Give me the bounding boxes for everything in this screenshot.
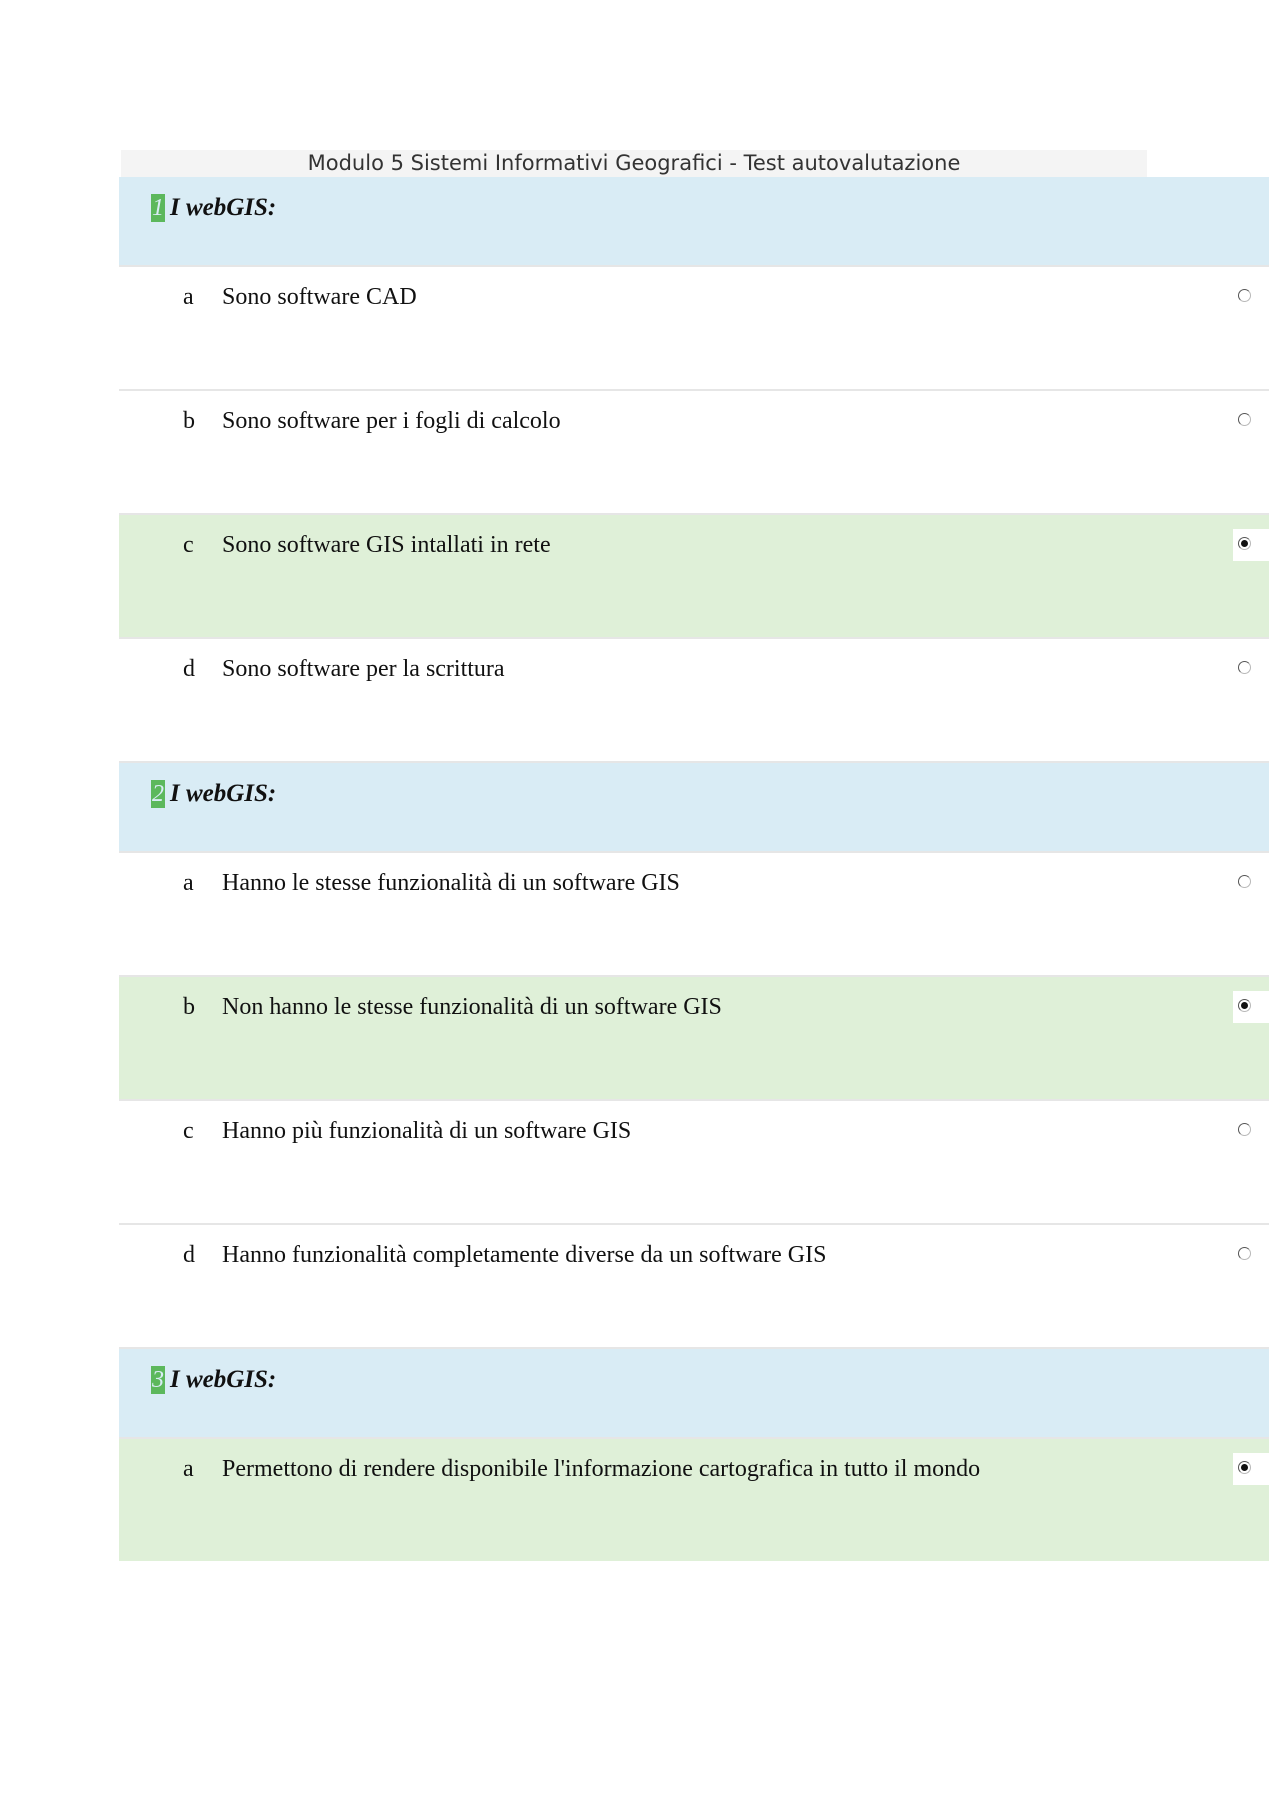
answer-text: Sono software CAD xyxy=(222,284,417,310)
question-number: 2 xyxy=(152,781,164,807)
question-number: 3 xyxy=(152,1367,164,1393)
answer-radio[interactable] xyxy=(1238,1461,1251,1474)
answer-option[interactable] xyxy=(119,977,1269,1101)
answer-letter: b xyxy=(183,408,195,434)
question-text: I webGIS: xyxy=(170,780,277,807)
page-title: Modulo 5 Sistemi Informativi Geografici - Test autovalutazione xyxy=(121,150,1147,177)
question-text: I webGIS: xyxy=(170,194,277,221)
answer-letter: b xyxy=(183,994,195,1020)
answer-radio[interactable] xyxy=(1238,875,1251,888)
answer-letter: a xyxy=(183,1456,194,1482)
radio-container xyxy=(1233,1453,1269,1485)
question-header xyxy=(119,177,1269,267)
answer-text: Permettono di rendere disponibile l'informazione cartografica in tutto il mondo xyxy=(222,1456,981,1482)
answer-letter: d xyxy=(183,656,195,682)
answer-text: Sono software per i fogli di calcolo xyxy=(222,408,561,434)
quiz xyxy=(119,177,1269,1561)
radio-container xyxy=(1233,529,1269,561)
answer-letter: c xyxy=(183,532,194,558)
answer-letter: c xyxy=(183,1118,194,1144)
answer-option[interactable] xyxy=(119,1439,1269,1561)
question-header xyxy=(119,1349,1269,1439)
answer-radio[interactable] xyxy=(1238,1123,1251,1136)
answer-option[interactable] xyxy=(119,1101,1269,1225)
radio-container xyxy=(1233,281,1269,313)
question-header xyxy=(119,763,1269,853)
question-number: 1 xyxy=(152,195,164,221)
radio-container xyxy=(1233,1239,1269,1271)
radio-container xyxy=(1233,991,1269,1023)
answer-text: Sono software GIS intallati in rete xyxy=(222,532,551,558)
answer-letter: a xyxy=(183,284,194,310)
answer-option[interactable] xyxy=(119,391,1269,515)
answer-text: Hanno più funzionalità di un software GIS xyxy=(222,1118,632,1144)
answer-radio[interactable] xyxy=(1238,1247,1251,1260)
radio-container xyxy=(1233,405,1269,437)
radio-container xyxy=(1233,1115,1269,1147)
question-text: I webGIS: xyxy=(170,1366,277,1393)
answer-text: Sono software per la scrittura xyxy=(222,656,505,682)
answer-letter: d xyxy=(183,1242,195,1268)
answer-option[interactable] xyxy=(119,267,1269,391)
answer-radio[interactable] xyxy=(1238,999,1251,1012)
answer-text: Hanno le stesse funzionalità di un software GIS xyxy=(222,870,680,896)
answer-option[interactable] xyxy=(119,1225,1269,1349)
radio-container xyxy=(1233,867,1269,899)
answer-letter: a xyxy=(183,870,194,896)
answer-option[interactable] xyxy=(119,639,1269,763)
answer-text: Hanno funzionalità completamente diverse da un software GIS xyxy=(222,1242,827,1268)
answer-radio[interactable] xyxy=(1238,661,1251,674)
answer-option[interactable] xyxy=(119,853,1269,977)
answer-radio[interactable] xyxy=(1238,289,1251,302)
answer-text: Non hanno le stesse funzionalità di un software GIS xyxy=(222,994,722,1020)
answer-option[interactable] xyxy=(119,515,1269,639)
answer-radio[interactable] xyxy=(1238,413,1251,426)
radio-container xyxy=(1233,653,1269,685)
answer-radio[interactable] xyxy=(1238,537,1251,550)
